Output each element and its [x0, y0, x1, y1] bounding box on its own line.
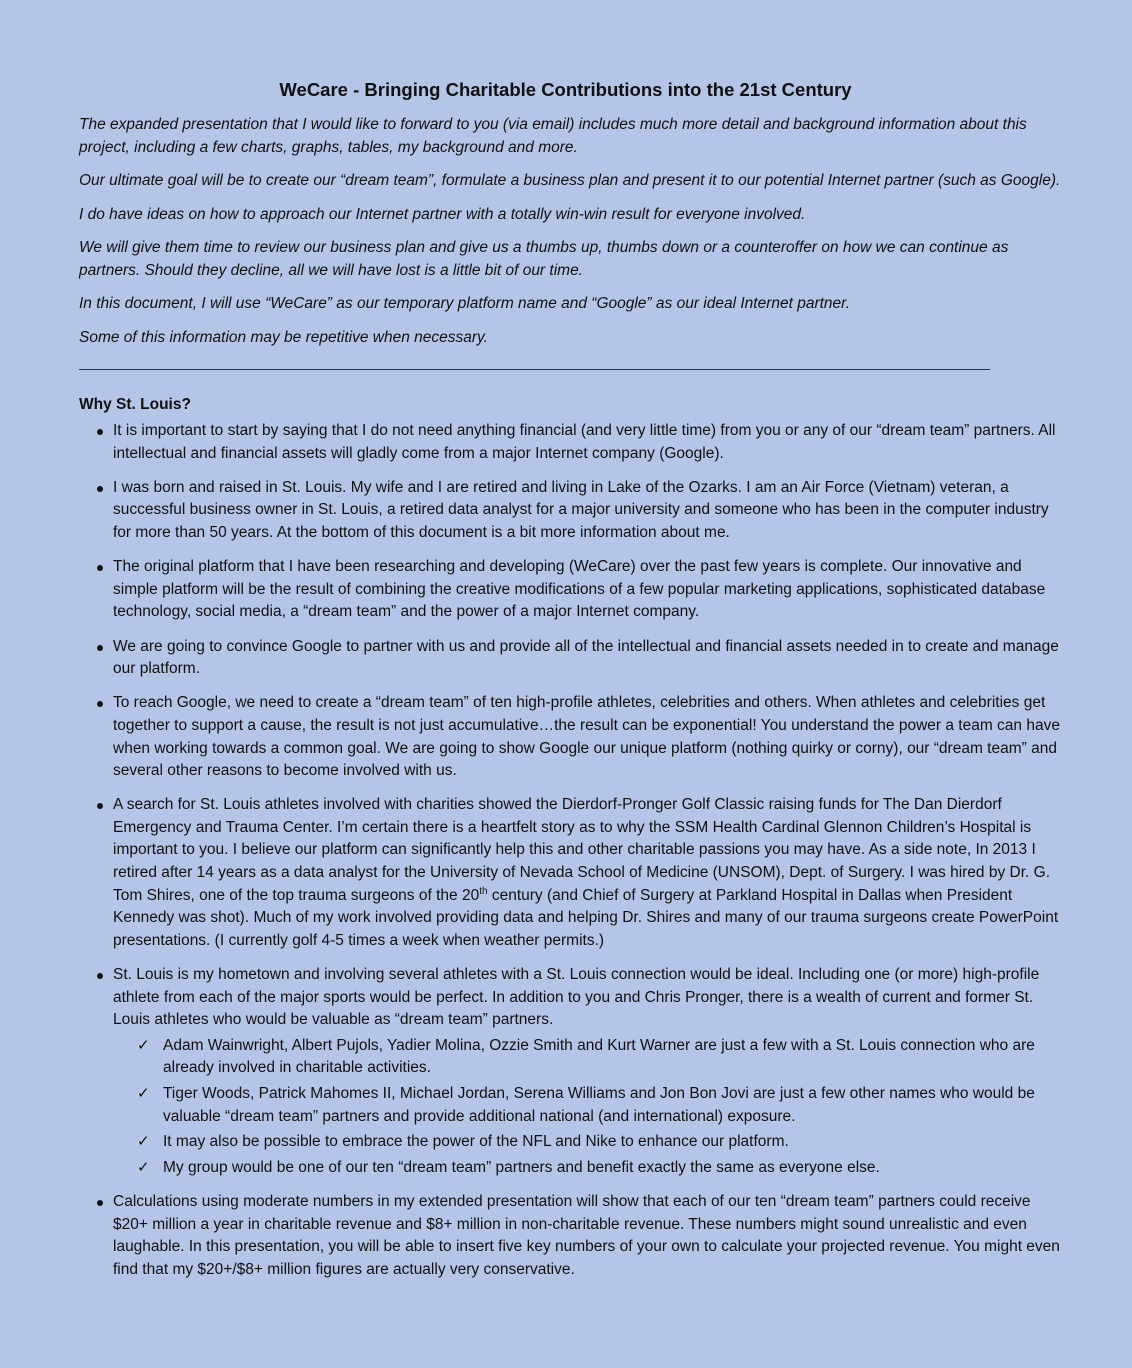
- list-item-text-after: century (and Chief of Surgery at Parkland Hospital in Dallas when President Kennedy was shot). Much of my work involved providing data and helping Dr. Shires and many of our trauma surgeons create PowerPoint presentations. (I currently golf 4-5 times a week when weather permits.): [113, 886, 1059, 949]
- list-item: [79, 636, 1062, 681]
- check-item-text: My group would be one of our ten “dream team” partners and benefit exactly the same as everyone else.: [163, 1158, 880, 1176]
- bullet-dot-icon: [97, 803, 103, 809]
- check-item: [113, 1083, 1062, 1128]
- list-item-text: St. Louis is my hometown and involving several athletes with a St. Louis connection would be ideal. Including one (or more) high-profile athlete from each of the major sports would be perfect. In addition to you and Chris Pronger, there is a wealth of current and former St. Louis athletes who would be valuable as “dream team” partners.: [113, 966, 1040, 1029]
- list-item-text: To reach Google, we need to create a “dream team” of ten high-profile athletes, celebrities and others. When athletes and celebrities get together to support a cause, the result is not just accumulative…the result can be exponential! You understand the power a team can have when working towards a common goal. We are going to show Google our unique platform (nothing quirky or corny), our “dream team” and several other reasons to become involved with us.: [113, 694, 1060, 780]
- bullet-dot-icon: [97, 429, 103, 435]
- intro-paragraph: Some of this information may be repetitive when necessary.: [79, 328, 488, 346]
- intro-paragraph: The expanded presentation that I would like to forward to you (via email) includes much more detail and background information about this project, including a few charts, graphs, tables, my background and more.: [79, 116, 1027, 156]
- bullet-list: [79, 420, 1062, 1281]
- bullet-dot-icon: [97, 645, 103, 651]
- list-item-text-before: A search for St. Louis athletes involved with charities showed the Dierdorf-Pronger Golf Classic raising funds for The Dan Dierdorf Emergency and Trauma Center. I’m certain there is a heartfelt story as to why the SSM Health Cardinal Glennon Children’s Hospital is important to you. I believe our platform can significantly help this and other charitable passions you may have. As a side note, In 2013 I retired after 14 years as a data analyst for the University of Nevada School of Medicine (UNSOM), Dept. of Surgery. I was hired by Dr. G. Tom Shires, one of the top trauma surgeons of the 20: [113, 796, 1051, 904]
- intro-paragraph: Our ultimate goal will be to create our “dream team”, formulate a business plan and present it to our potential Internet partner (such as Google).: [79, 172, 1061, 189]
- check-item: [113, 1035, 1062, 1080]
- list-item: [79, 477, 1062, 545]
- list-item: [79, 794, 1062, 952]
- intro-paragraph: We will give them time to review our business plan and give us a thumbs up, thumbs down or a counteroffer on how we can continue as partners. Should they decline, all we will have lost is a little bit of our time.: [79, 239, 1009, 279]
- checkmark-icon: ✓: [137, 1036, 150, 1054]
- intro-paragraph: I do have ideas on how to approach our Internet partner with a totally win-win result for everyone involved.: [79, 205, 806, 223]
- list-item: [79, 964, 1062, 1179]
- check-item: [113, 1157, 1062, 1180]
- list-item-text: I was born and raised in St. Louis. My wife and I are retired and living in Lake of the Ozarks. I am an Air Force (Vietnam) veteran, a successful business owner in St. Louis, a retired data analyst for a major university and someone who has been in the computer industry for more than 50 years. At the bottom of this document is a bit more information about me.: [113, 478, 1049, 541]
- section-heading: Why St. Louis?: [79, 396, 191, 413]
- bullet-dot-icon: [97, 701, 103, 707]
- list-item: [79, 1191, 1062, 1281]
- bullet-dot-icon: [97, 973, 103, 979]
- list-item-text: We are going to convince Google to partner with us and provide all of the intellectual and financial assets needed in to create and manage our platform.: [113, 637, 1059, 678]
- list-item: [79, 692, 1062, 782]
- ordinal-suffix: th: [479, 885, 488, 897]
- horizontal-divider: [79, 369, 990, 370]
- list-item-text: Calculations using moderate numbers in my extended presentation will show that each of our ten “dream team” partners could receive $20+ million a year in charitable revenue and $8+ million in non-charitable revenue. These numbers might sound unrealistic and even laughable. In this presentation, you will be able to insert five key numbers of your own to calculate your projected revenue. You might even find that my $20+/$8+ million figures are actually very conservative.: [113, 1192, 1060, 1278]
- check-item: [113, 1131, 1062, 1154]
- list-item: [79, 420, 1062, 465]
- checkmark-icon: ✓: [137, 1158, 150, 1176]
- list-item-text: It is important to start by saying that I do not need anything financial (and very little time) from you or any of our “dream team” partners. All intellectual and financial assets will gladly come from a major Internet company (Google).: [113, 422, 1056, 462]
- intro-paragraph: In this document, I will use “WeCare” as our temporary platform name and “Google” as our ideal Internet partner.: [79, 295, 851, 312]
- check-item-text: Adam Wainwright, Albert Pujols, Yadier Molina, Ozzie Smith and Kurt Warner are just a few with a St. Louis connection who are already involved in charitable activities.: [163, 1036, 1035, 1077]
- checkmark-icon: ✓: [137, 1133, 150, 1151]
- list-item-text: The original platform that I have been researching and developing (WeCare) over the past few years is complete. Our innovative and simple platform will be the result of combining the creative modifications of a few popular marketing applications, sophisticated database technology, social media, a “dream team” and the power of a major Internet company.: [113, 558, 1046, 621]
- check-item-text: It may also be possible to embrace the power of the NFL and Nike to enhance our platform.: [163, 1133, 789, 1151]
- check-list: [113, 1035, 1062, 1180]
- bullet-dot-icon: [97, 1200, 103, 1206]
- document-title: WeCare - Bringing Charitable Contributions into the 21st Century: [279, 79, 852, 100]
- intro-section: [79, 114, 1062, 349]
- list-item: [79, 556, 1062, 624]
- checkmark-icon: ✓: [137, 1085, 150, 1102]
- check-item-text: Tiger Woods, Patrick Mahomes II, Michael Jordan, Serena Williams and Jon Bon Jovi are just a few other names who would be valuable “dream team” partners and provide additional national (and international) exposure.: [163, 1085, 1035, 1125]
- bullet-dot-icon: [97, 486, 103, 492]
- bullet-dot-icon: [97, 565, 103, 571]
